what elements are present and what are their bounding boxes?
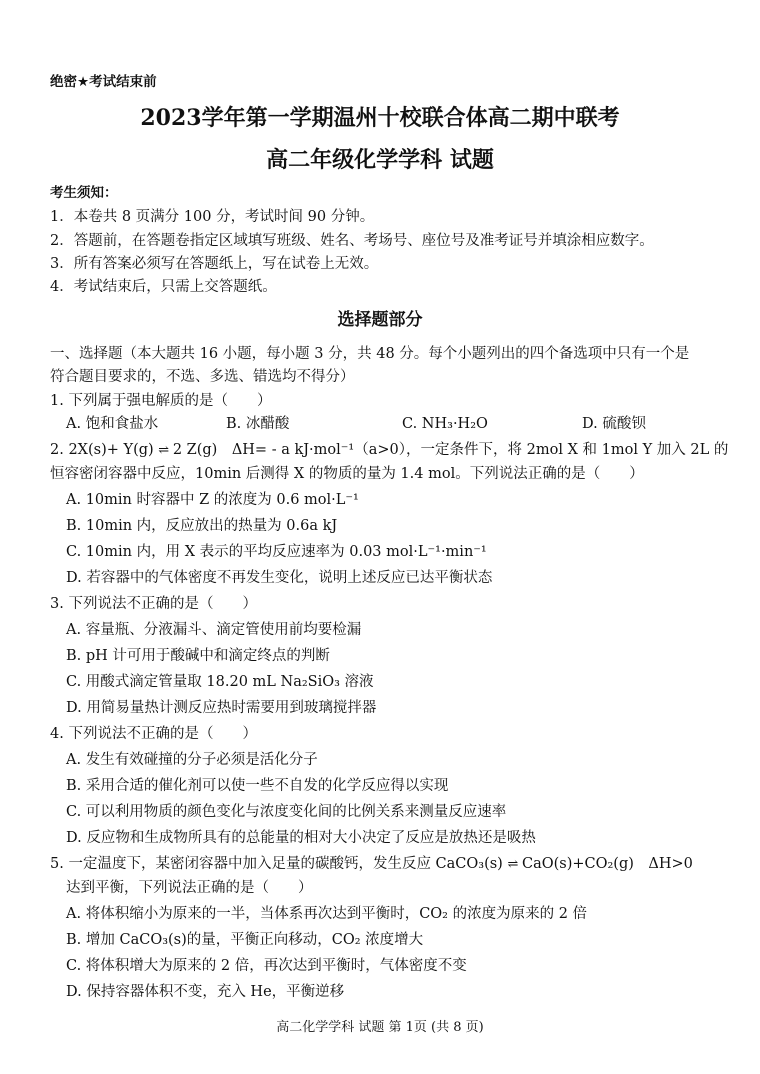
question-1-option-c: C. NH₃·H₂O xyxy=(402,416,488,432)
question-1-option-a: A. 饱和食盐水 xyxy=(66,416,159,432)
question-3-option-a: A. 容量瓶、分液漏斗、滴定管使用前均要检漏 xyxy=(66,622,362,638)
question-1-option-b: B. 冰醋酸 xyxy=(226,416,290,432)
equilibrium-arrow-icon: ⇌ xyxy=(507,857,518,872)
question-5-option-d: D. 保持容器体积不变，充入 He，平衡逆移 xyxy=(66,984,345,1000)
question-5-products: CaO(s)+CO₂(g) ΔH>0 xyxy=(521,856,693,872)
question-2-products: 2 Z(g) ΔH= - a kJ·mol⁻¹（a>0），一定条件下，将 2mol X 和 1mol Y 加入 2L 的 xyxy=(172,442,729,458)
question-4-option-d: D. 反应物和生成物所具有的总能量的相对大小决定了反应是放热还是吸热 xyxy=(66,830,536,846)
notice-heading: 考生须知： xyxy=(50,185,118,201)
question-3-option-d: D. 用简易量热计测反应热时需要用到玻璃搅拌器 xyxy=(66,700,377,716)
question-2-stem-cont: 恒容密闭容器中反应，10min 后测得 X 的物质的量为 1.4 mol。下列说法正确的是（ ） xyxy=(50,466,644,482)
question-3-stem: 3. 下列说法不正确的是（ ） xyxy=(50,596,257,612)
notice-item: 2．答题前，在答题卷指定区域填写班级、姓名、考场号、座位号及准考证号并填涂相应数字。 xyxy=(50,233,654,249)
question-1-stem: 1. 下列属于强电解质的是（ ） xyxy=(50,393,272,409)
question-4-option-b: B. 采用合适的催化剂可以使一些不自发的化学反应得以实现 xyxy=(66,778,449,794)
question-5-option-b: B. 增加 CaCO₃(s)的量，平衡正向移动，CO₂ 浓度增大 xyxy=(66,932,424,948)
question-5-stem xyxy=(50,854,693,875)
question-5-stem-text: 5. 一定温度下，某密闭容器中加入足量的碳酸钙，发生反应 CaCO₃(s) xyxy=(50,856,503,872)
question-1-option-d: D. 硫酸钡 xyxy=(582,416,646,432)
notice-item: 3．所有答案必须写在答题纸上，写在试卷上无效。 xyxy=(50,256,379,272)
notice-item: 4．考试结束后，只需上交答题纸。 xyxy=(50,279,277,295)
question-2-reactants: 2. 2X(s)+ Y(g) xyxy=(50,442,154,458)
question-2-stem xyxy=(50,440,728,461)
confidential-label: 绝密★考试结束前 xyxy=(50,74,157,90)
section-intro-cont: 符合题目要求的，不选、多选、错选均不得分） xyxy=(50,369,355,385)
notice-item: 1．本卷共 8 页满分 100 分，考试时间 90 分钟。 xyxy=(50,209,375,225)
section-intro: 一、选择题（本大题共 16 小题，每小题 3 分，共 48 分。每个小题列出的四个备选项中只有一个是 xyxy=(50,346,690,362)
question-2-option-c: C. 10min 内，用 X 表示的平均反应速率为 0.03 mol·L⁻¹·min⁻¹ xyxy=(66,544,487,560)
exam-title: 2023学年第一学期温州十校联合体高二期中联考 xyxy=(140,105,620,131)
question-4-option-c: C. 可以利用物质的颜色变化与浓度变化间的比例关系来测量反应速率 xyxy=(66,804,507,820)
equilibrium-arrow-icon: ⇌ xyxy=(158,443,169,458)
question-3-option-b: B. pH 计可用于酸碱中和滴定终点的判断 xyxy=(66,648,330,664)
exam-subtitle: 高二年级化学学科 试题 xyxy=(266,147,494,173)
section-title: 选择题部分 xyxy=(337,310,423,330)
question-4-stem: 4. 下列说法不正确的是（ ） xyxy=(50,726,257,742)
question-3-option-c: C. 用酸式滴定管量取 18.20 mL Na₂SiO₃ 溶液 xyxy=(66,674,374,690)
question-2-option-b: B. 10min 内，反应放出的热量为 0.6a kJ xyxy=(66,518,338,534)
page-footer: 高二化学学科 试题 第 1页 (共 8 页) xyxy=(276,1020,484,1035)
question-5-option-a: A. 将体积缩小为原来的一半，当体系再次达到平衡时，CO₂ 的浓度为原来的 2 倍 xyxy=(66,906,588,922)
question-2-option-d: D. 若容器中的气体密度不再发生变化，说明上述反应已达平衡状态 xyxy=(66,570,493,586)
question-2-option-a: A. 10min 时容器中 Z 的浓度为 0.6 mol·L⁻¹ xyxy=(66,492,359,508)
question-4-option-a: A. 发生有效碰撞的分子必须是活化分子 xyxy=(66,752,318,768)
question-5-stem-cont: 达到平衡，下列说法正确的是（ ） xyxy=(66,880,313,896)
question-5-option-c: C. 将体积增大为原来的 2 倍，再次达到平衡时，气体密度不变 xyxy=(66,958,467,974)
